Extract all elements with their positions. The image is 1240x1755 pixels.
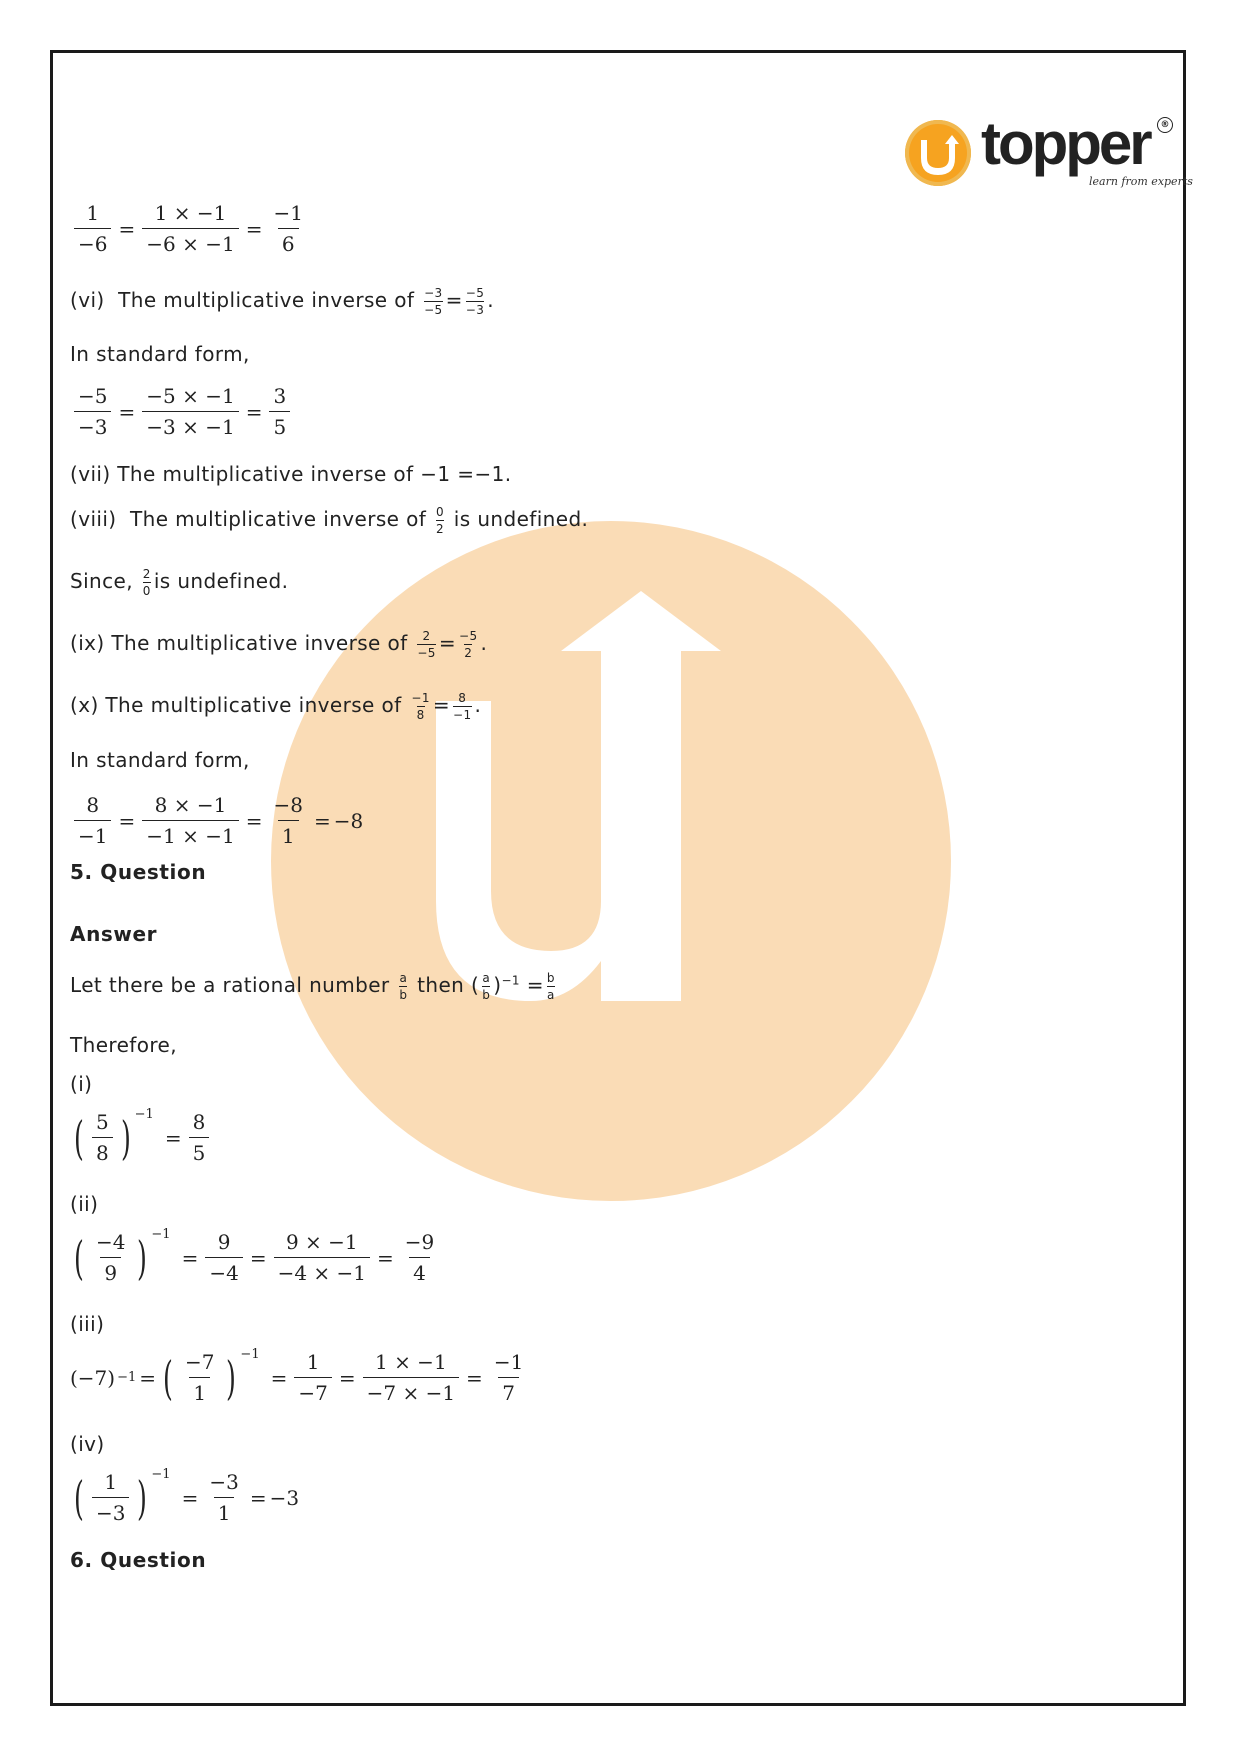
text-therefore: Therefore, (70, 1033, 178, 1057)
label-ii: (ii) (70, 1192, 99, 1216)
logo-tagline: learn from experts (1089, 175, 1193, 188)
logo-brand-text: topper (981, 110, 1150, 177)
watermark-u-arrow-icon (271, 521, 951, 1201)
line-x: (x) The multiplicative inverse of $\frac{-1}{8}$ = $\frac{8}{-1}$ . (70, 691, 482, 722)
logo-mark-icon (905, 120, 971, 186)
question-6-heading: 6. Question (70, 1548, 207, 1572)
line-ix: (ix) The multiplicative inverse of $\frac{2}{-5}$ = $\frac{-5}{2}$ . (70, 629, 488, 660)
line-since: Since, $\frac{2}{0}$ is undefined. (70, 567, 289, 598)
topper-logo (905, 110, 1193, 200)
line-rational: Let there be a rational number $\frac{a}{b}$ then ( $\frac{a}{b}$ )$^{-1}$ = $\frac{b}{a}$ (70, 971, 555, 1002)
label-i: (i) (70, 1072, 93, 1096)
equation-iv: ( $\frac{1}{-3}$ ) −1 = $\frac{-3}{1}$ = −3 (74, 1467, 300, 1525)
equation-i: ( $\frac{5}{8}$ ) −1 = $\frac{8}{5}$ (70, 1112, 213, 1163)
line-vi: (vi) The multiplicative inverse of $\frac{-3}{-5}$ = $\frac{-5}{-3}$ . (70, 286, 495, 317)
text-standard-form-1: In standard form, (70, 342, 250, 366)
answer-heading: Answer (70, 922, 158, 946)
question-5-heading: 5. Question (70, 860, 207, 884)
equation-l3: $\frac{8}{-1}$ = $\frac{8 \times -1}{-1 \times -1}$ = $\frac{-8}{1}$ = −8 (70, 795, 363, 846)
equation-l1: $\frac{1}{-6}$ = $\frac{1 \times -1}{-6 \times -1}$ = $\frac{-1}{6}$ (70, 203, 311, 254)
line-viii: (viii) The multiplicative inverse of $\frac{0}{2}$ is undefined. (70, 505, 589, 536)
equation-iii: (−7) −1 = ( $\frac{-7}{1}$ ) −1 = $\frac{1}{-7}$ = $\frac{1 \times -1}{-7 \times -1}$ = $\frac{-1}{7}$ (70, 1347, 524, 1405)
label-iii: (iii) (70, 1312, 105, 1336)
label-iv: (iv) (70, 1432, 105, 1456)
equation-ii: ( $\frac{-4}{9}$ ) −1 = $\frac{9}{-4}$ = $\frac{9 \times -1}{-4 \times -1}$ = $\frac{-9}{4}$ (74, 1227, 435, 1285)
logo-registered-mark: ® (1157, 117, 1173, 133)
text-standard-form-2: In standard form, (70, 748, 250, 772)
equation-l2: $\frac{-5}{-3}$ = $\frac{-5 \times -1}{-3 \times -1}$ = $\frac{3}{5}$ (70, 386, 294, 437)
line-vii: (vii) The multiplicative inverse of −1 =−1. (70, 462, 512, 486)
